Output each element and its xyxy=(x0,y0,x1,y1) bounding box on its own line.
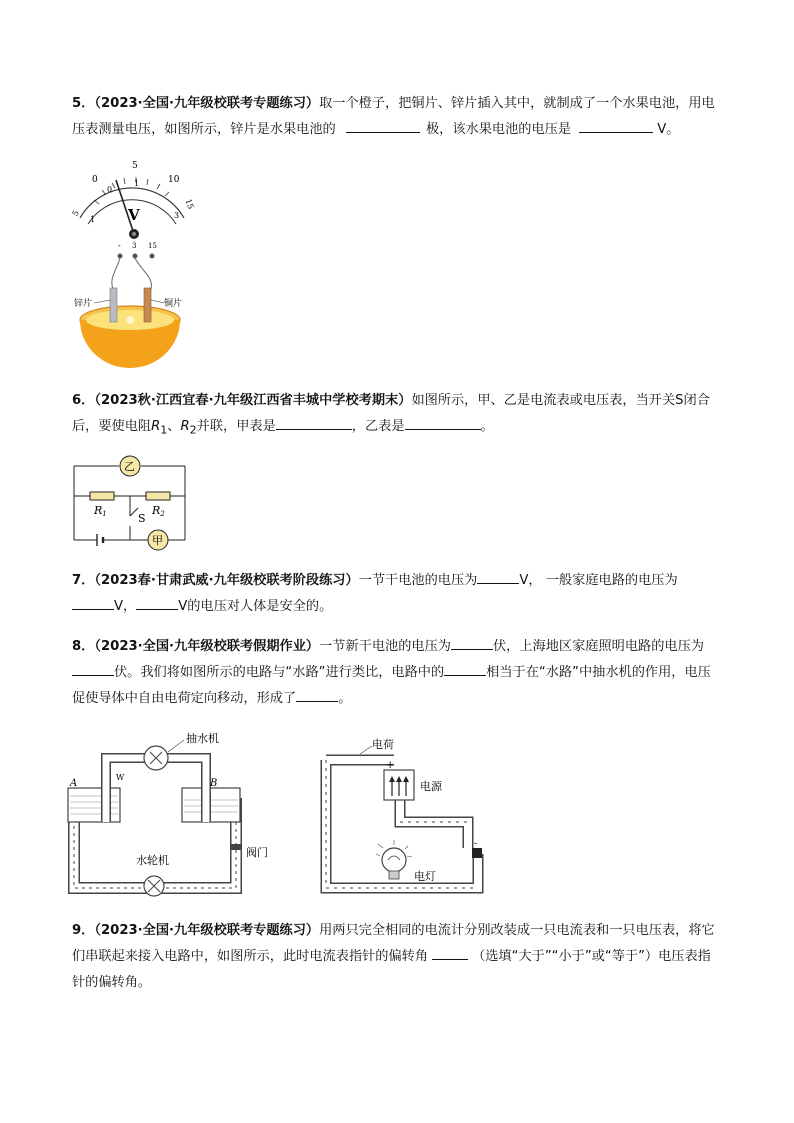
scale-label: 5 xyxy=(132,161,138,171)
question-text: V的电压对人体是安全的。 xyxy=(178,599,333,614)
question-text: 如图所示，甲、乙是电流表或电压表，当开关S闭合后，要使电阻 xyxy=(72,393,710,434)
svg-text:R1: R1 xyxy=(94,504,107,518)
question-text: 伏，上海地区家庭照明电路的电压为 xyxy=(493,639,704,654)
question-text: V， 一般家庭电路的电压为 xyxy=(519,573,678,588)
terminal-label: 3 xyxy=(132,242,137,250)
answer-blank[interactable] xyxy=(405,415,481,430)
answer-blank[interactable] xyxy=(296,687,338,702)
label-copper: 铜片 xyxy=(164,299,183,309)
scale-label: 15 xyxy=(183,197,196,211)
resistor-subscript: 2 xyxy=(189,423,197,437)
resistor-symbol: R xyxy=(151,419,161,434)
question-text: ，乙表是 xyxy=(351,419,405,434)
valve-label: 阀门 xyxy=(246,846,268,859)
question-source: （2023秋·江西宜春·九年级江西省丰城中学校考期末） xyxy=(94,393,412,408)
scale-label: 0 xyxy=(107,185,113,194)
question-number: 9． xyxy=(72,923,95,938)
question-5 xyxy=(72,91,724,143)
resistor-r1 xyxy=(90,492,114,500)
copper-plate xyxy=(144,288,151,322)
scale-label: 1 xyxy=(90,215,96,224)
question-text: V， xyxy=(114,599,137,614)
question-text: （选填“大于”“小于”或“等于”）电压表指针的偏转角。 xyxy=(72,949,711,990)
question-text: 取一个橙子，把铜片、锌片插入其中，就制成了一个水果电池，用电压表测量电压，如图所示，锌片是水果电池的 xyxy=(72,96,715,137)
answer-blank[interactable] xyxy=(432,945,468,960)
answer-blank[interactable] xyxy=(579,118,653,133)
question-9 xyxy=(72,918,724,996)
terminal-label: - xyxy=(118,241,121,250)
parallel-circuit-figure xyxy=(72,454,192,554)
question-text: 伏。我们将如图所示的电路与“水路”进行类比，电路中的 xyxy=(114,665,445,680)
separator: 、 xyxy=(167,419,181,434)
charge-label: 电荷 xyxy=(372,738,394,751)
answer-blank[interactable] xyxy=(276,415,352,430)
question-8 xyxy=(72,634,724,712)
valve-symbol xyxy=(230,844,242,850)
pump-label: 抽水机 xyxy=(186,732,219,745)
question-number: 7． xyxy=(72,573,95,588)
question-7 xyxy=(72,568,724,620)
minus-terminal: - xyxy=(474,839,478,849)
answer-blank[interactable] xyxy=(451,635,493,650)
turbine-label: 水轮机 xyxy=(136,854,169,867)
question-text: 一节干电池的电压为 xyxy=(358,573,478,588)
question-text: 并联，甲表是 xyxy=(196,419,276,434)
question-text: 一节新干电池的电压为 xyxy=(319,639,451,654)
question-number: 5． xyxy=(72,96,95,111)
answer-blank[interactable] xyxy=(444,661,486,676)
terminal-label: 15 xyxy=(148,242,157,250)
resistor-subscript: 1 xyxy=(160,423,168,437)
question-text: 。 xyxy=(338,691,352,706)
answer-blank[interactable] xyxy=(72,661,114,676)
question-text: 极，该水果电池的电压是 xyxy=(425,122,572,137)
question-source: （2023·全国·九年级校联考假期作业） xyxy=(94,639,320,654)
answer-blank[interactable] xyxy=(346,118,420,133)
question-text: 用两只完全相同的电流计分别改装成一只电流表和一只电压表，将它们串联起来接入电路中，如图所示，此时电流表指针的偏转角 xyxy=(72,923,715,964)
label-w: W xyxy=(116,773,125,782)
water-circuit-figure xyxy=(66,728,286,898)
question-text: 相当于在“水路”中抽水机的作用，电压促使导体中自由电荷定向移动，形成了 xyxy=(72,665,711,706)
zinc-plate xyxy=(110,288,117,322)
answer-blank[interactable] xyxy=(477,569,519,584)
resistor-r2 xyxy=(146,492,170,500)
light-bulb-icon xyxy=(376,840,412,879)
plus-terminal: + xyxy=(386,760,395,771)
scale-label: 3 xyxy=(174,211,180,220)
scale-label: 1 xyxy=(134,179,140,188)
scale-label: 10 xyxy=(168,175,180,185)
switch-label: S xyxy=(138,512,146,525)
label-zinc: 锌片 xyxy=(74,299,93,309)
answer-blank[interactable] xyxy=(72,595,114,610)
electric-circuit-figure xyxy=(318,736,488,898)
question-number: 8． xyxy=(72,639,95,654)
question-source: （2023·全国·九年级校联考专题练习） xyxy=(94,923,320,938)
meter-label: 甲 xyxy=(152,534,163,547)
source-label: 电源 xyxy=(420,780,442,793)
meter-label: 乙 xyxy=(124,460,135,473)
question-text: V。 xyxy=(657,122,680,137)
lamp-label: 电灯 xyxy=(414,870,436,883)
resistor-symbol: R xyxy=(180,419,190,434)
question-6 xyxy=(72,388,724,444)
question-source: （2023·全国·九年级校联考专题练习） xyxy=(94,96,320,111)
voltmeter-symbol: V xyxy=(128,206,140,224)
question-number: 6． xyxy=(72,393,95,408)
question-source: （2023春·甘肃武威·九年级校联考阶段练习） xyxy=(94,573,359,588)
scale-label: 0 xyxy=(92,175,98,185)
svg-text:R2: R2 xyxy=(152,504,165,518)
question-text: 。 xyxy=(480,419,494,434)
scale-label: 5 xyxy=(70,208,82,218)
label-a: A xyxy=(70,778,78,789)
label-b: B xyxy=(210,778,218,789)
answer-blank[interactable] xyxy=(136,595,178,610)
voltmeter-fruit-battery-figure xyxy=(70,160,196,370)
